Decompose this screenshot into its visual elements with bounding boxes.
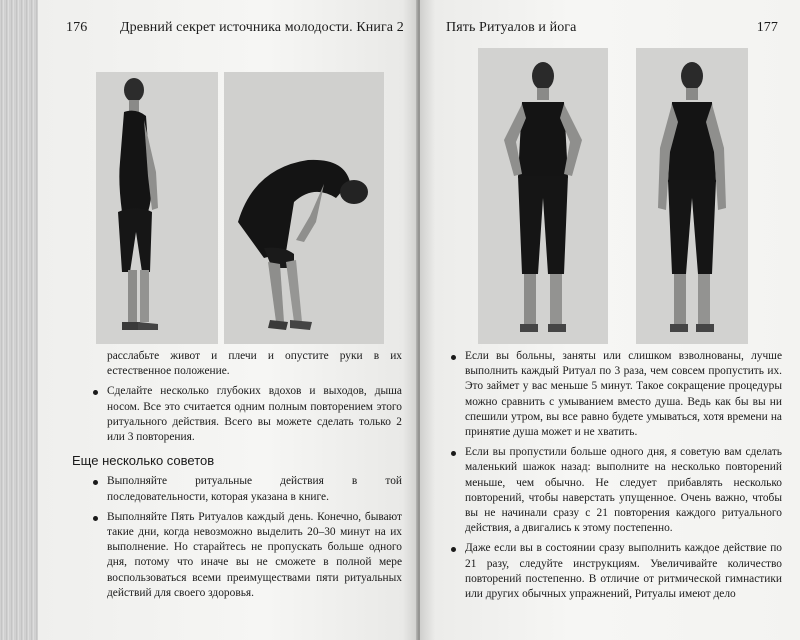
- bullet-item: Выполняйте Пять Ритуалов каждый день. Конечно, бывают такие дни, когда невозможно выделить 20–30 минут на их выполнение. Но старайтесь не пропускать больше одного дня, потому что иначе вы не сможете в полной мере воспользоваться всеми преимуществами пяти ритуальных действий для своего здоровья.: [90, 510, 402, 601]
- bullet-item: Сделайте несколько глубоких вдохов и выходов, дыша носом. Все это считается одним полным повторением этого ритуального действия. Всего вы можете сделать только 2 или 3 повторения.: [90, 384, 402, 445]
- running-title-left: Древний секрет источника молодости. Книга 2: [120, 20, 404, 35]
- right-page: [420, 0, 800, 640]
- right-page-body: [448, 349, 782, 607]
- left-page-body: [72, 349, 402, 606]
- arms-down-photo: [636, 48, 748, 344]
- standing-profile-photo: [96, 72, 218, 344]
- forward-bend-photo: [224, 72, 384, 344]
- bullet-list-2: [90, 474, 402, 601]
- continuation-paragraph: расслабьте живот и плечи и опустите руки в их естественное положение.: [107, 350, 402, 378]
- page-edges: [0, 0, 40, 640]
- section-subheading: Еще несколько советов: [72, 453, 215, 469]
- page-number-left: 176: [66, 20, 88, 35]
- bullet-list-1: [90, 384, 402, 445]
- bullet-item: Если вы пропустили больше одного дня, я советую вам сделать маленький шажок назад: выполните на несколько повторений меньше, чем обычно. Не следует прибавлять несколько повторений, чтобы наверстать упущенное. Очень важно, чтобы вы не начинали сразу с 21 повторения каждого ритуального действия, а двигались к этому постепенно.: [448, 445, 782, 536]
- bullet-list-right: [448, 349, 782, 602]
- page-number-right: 177: [756, 20, 778, 35]
- left-page: [38, 0, 418, 640]
- bullet-item: Если вы больны, заняты или слишком взволнованы, лучше выполнить каждый Ритуал по 3 раза, чем совсем пропустить их. Это займет у вас меньше 5 минут. Такое сокращение процедуры можно сравнить с умыванием вместо душа. Ведь как бы вы ни спешили утром, вы все равно будете умываться, хотя времени на принятие душа может и не хватить.: [448, 349, 782, 440]
- running-title-right: Пять Ритуалов и йога: [446, 20, 577, 35]
- bullet-item: Выполняйте ритуальные действия в той последовательности, которая указана в книге.: [90, 474, 402, 504]
- hands-on-hips-photo: [478, 48, 608, 344]
- bullet-item: Даже если вы в состоянии сразу выполнить каждое действие по 21 разу, следуйте инструкциям. Увеличивайте количество повторений постепенно. В отличие от ритмической гимнастики или других обычных упражнений, Ритуалы имеют дело: [448, 541, 782, 602]
